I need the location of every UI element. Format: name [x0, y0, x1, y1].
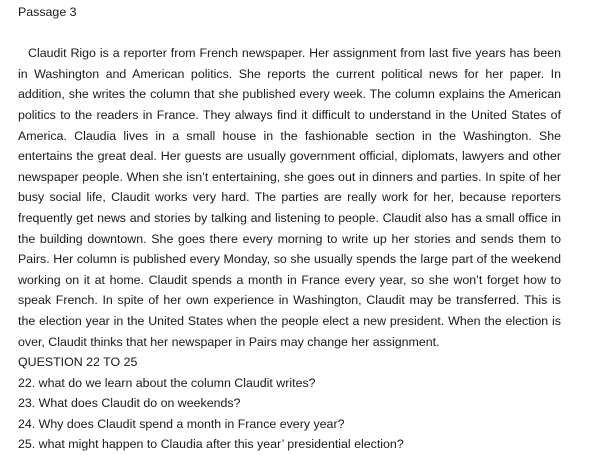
passage-body: Claudit Rigo is a reporter from French newspaper. Her assignment from last five years has been in Washington and American politics. She reports the current political news for her paper. In addition, she writes the column that she published every week. The column explains the American politics to the readers in France. They always find it difficult to understand in the United States of America. Claudia lives in a small house in the fashionable section in the Washington. She entertains the great deal. Her guests are usually government official, diplomats, lawyers and other newspaper people. When she isn’t entertaining, she goes out in dinners and parties. In spite of her busy social life, Claudit works very hard. The parties are really work for her, because reporters frequently get news and stories by talking and listening to people. Claudit also has a small office in the building downtown. She goes there every morning to write up her stories and sends them to Pairs. Her column is published every Monday, so she usually spends the large part of the weekend working on it at home. Claudit spends a month in France every year, so she won’t forget how to speak French. In spite of her own experience in Washington, Claudit may be transferred. This is the election year in the United States when the people elect a new president. When the election is over, Claudit thinks that her newspaper in Pairs may change her assignment.	[18, 46, 561, 349]
questions-heading: QUESTION 22 TO 25	[18, 355, 138, 370]
question-24: 24. Why does Claudit spend a month in France every year?	[18, 416, 345, 431]
question-25: 25. what might happen to Claudia after this year’ presidential election?	[18, 437, 404, 452]
question-23: 23. What does Claudit do on weekends?	[18, 396, 241, 411]
question-22: 22. what do we learn about the column Claudit writes?	[18, 375, 316, 390]
passage-title: Passage 3	[18, 5, 77, 19]
